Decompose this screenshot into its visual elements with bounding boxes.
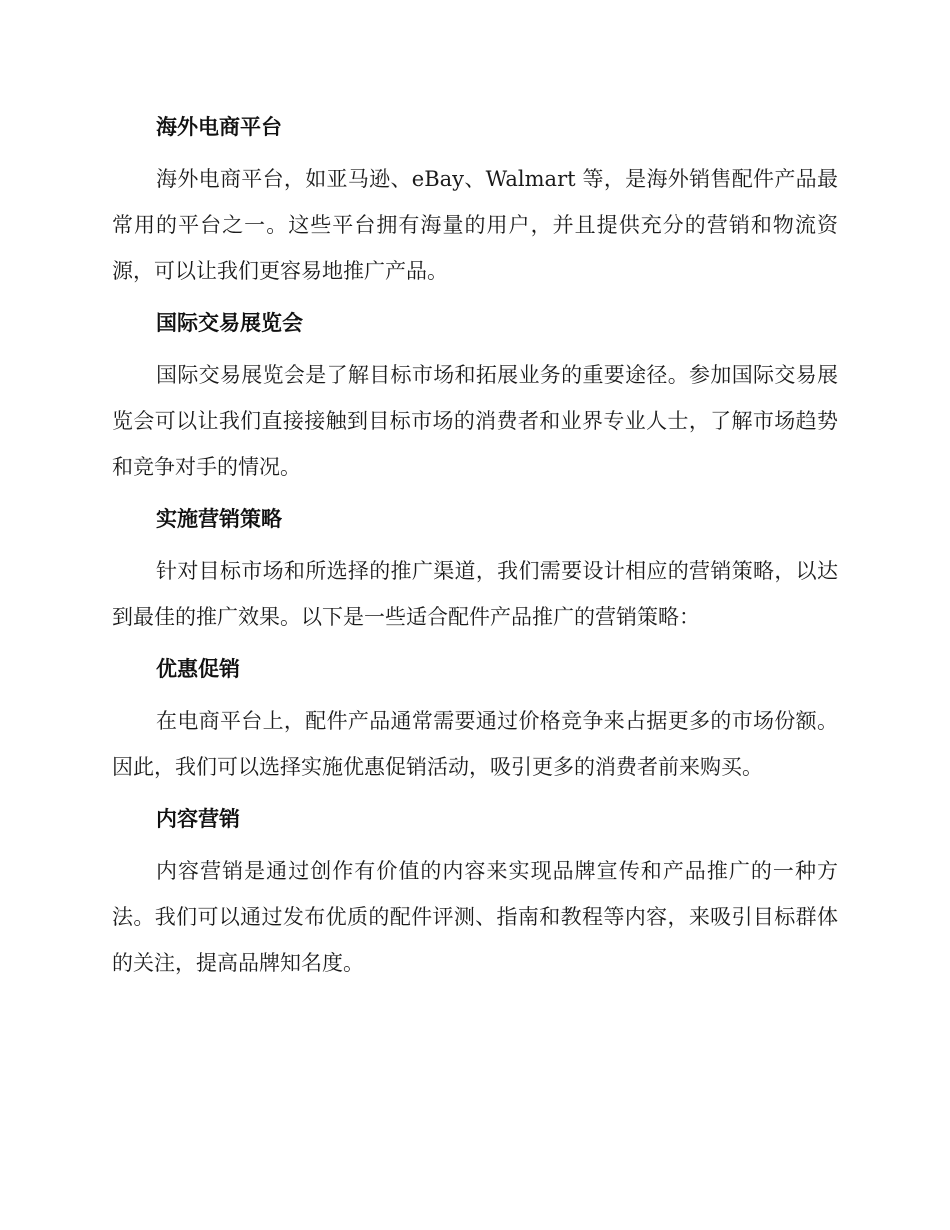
section-heading-overseas-ecommerce: 海外电商平台 [156,115,282,139]
section-heading-trade-fair: 国际交易展览会 [156,311,303,335]
section-paragraph-overseas-ecommerce: 海外电商平台，如亚马逊、eBay、Walmart 等，是海外销售配件产品最常用的平台之一。这些平台拥有海量的用户，并且提供充分的营销和物流资源，可以让我们更容易地推广产品。 [112,167,838,283]
section-heading-content-marketing: 内容营销 [156,807,240,831]
section-heading-promotions: 优惠促销 [156,657,240,681]
section-paragraph-content-marketing: 内容营销是通过创作有价值的内容来实现品牌宣传和产品推广的一种方法。我们可以通过发布优质的配件评测、指南和教程等内容，来吸引目标群体的关注，提高品牌知名度。 [112,859,838,975]
section-paragraph-promotions: 在电商平台上，配件产品通常需要通过价格竞争来占据更多的市场份额。因此，我们可以选择实施优惠促销活动，吸引更多的消费者前来购买。 [112,709,838,779]
section-paragraph-trade-fair: 国际交易展览会是了解目标市场和拓展业务的重要途径。参加国际交易展览会可以让我们直接接触到目标市场的消费者和业界专业人士，了解市场趋势和竞争对手的情况。 [112,363,838,479]
section-heading-marketing-strategy: 实施营销策略 [156,507,282,531]
document-body [112,110,838,986]
section-paragraph-marketing-strategy: 针对目标市场和所选择的推广渠道，我们需要设计相应的营销策略，以达到最佳的推广效果。以下是一些适合配件产品推广的营销策略： [112,559,838,629]
